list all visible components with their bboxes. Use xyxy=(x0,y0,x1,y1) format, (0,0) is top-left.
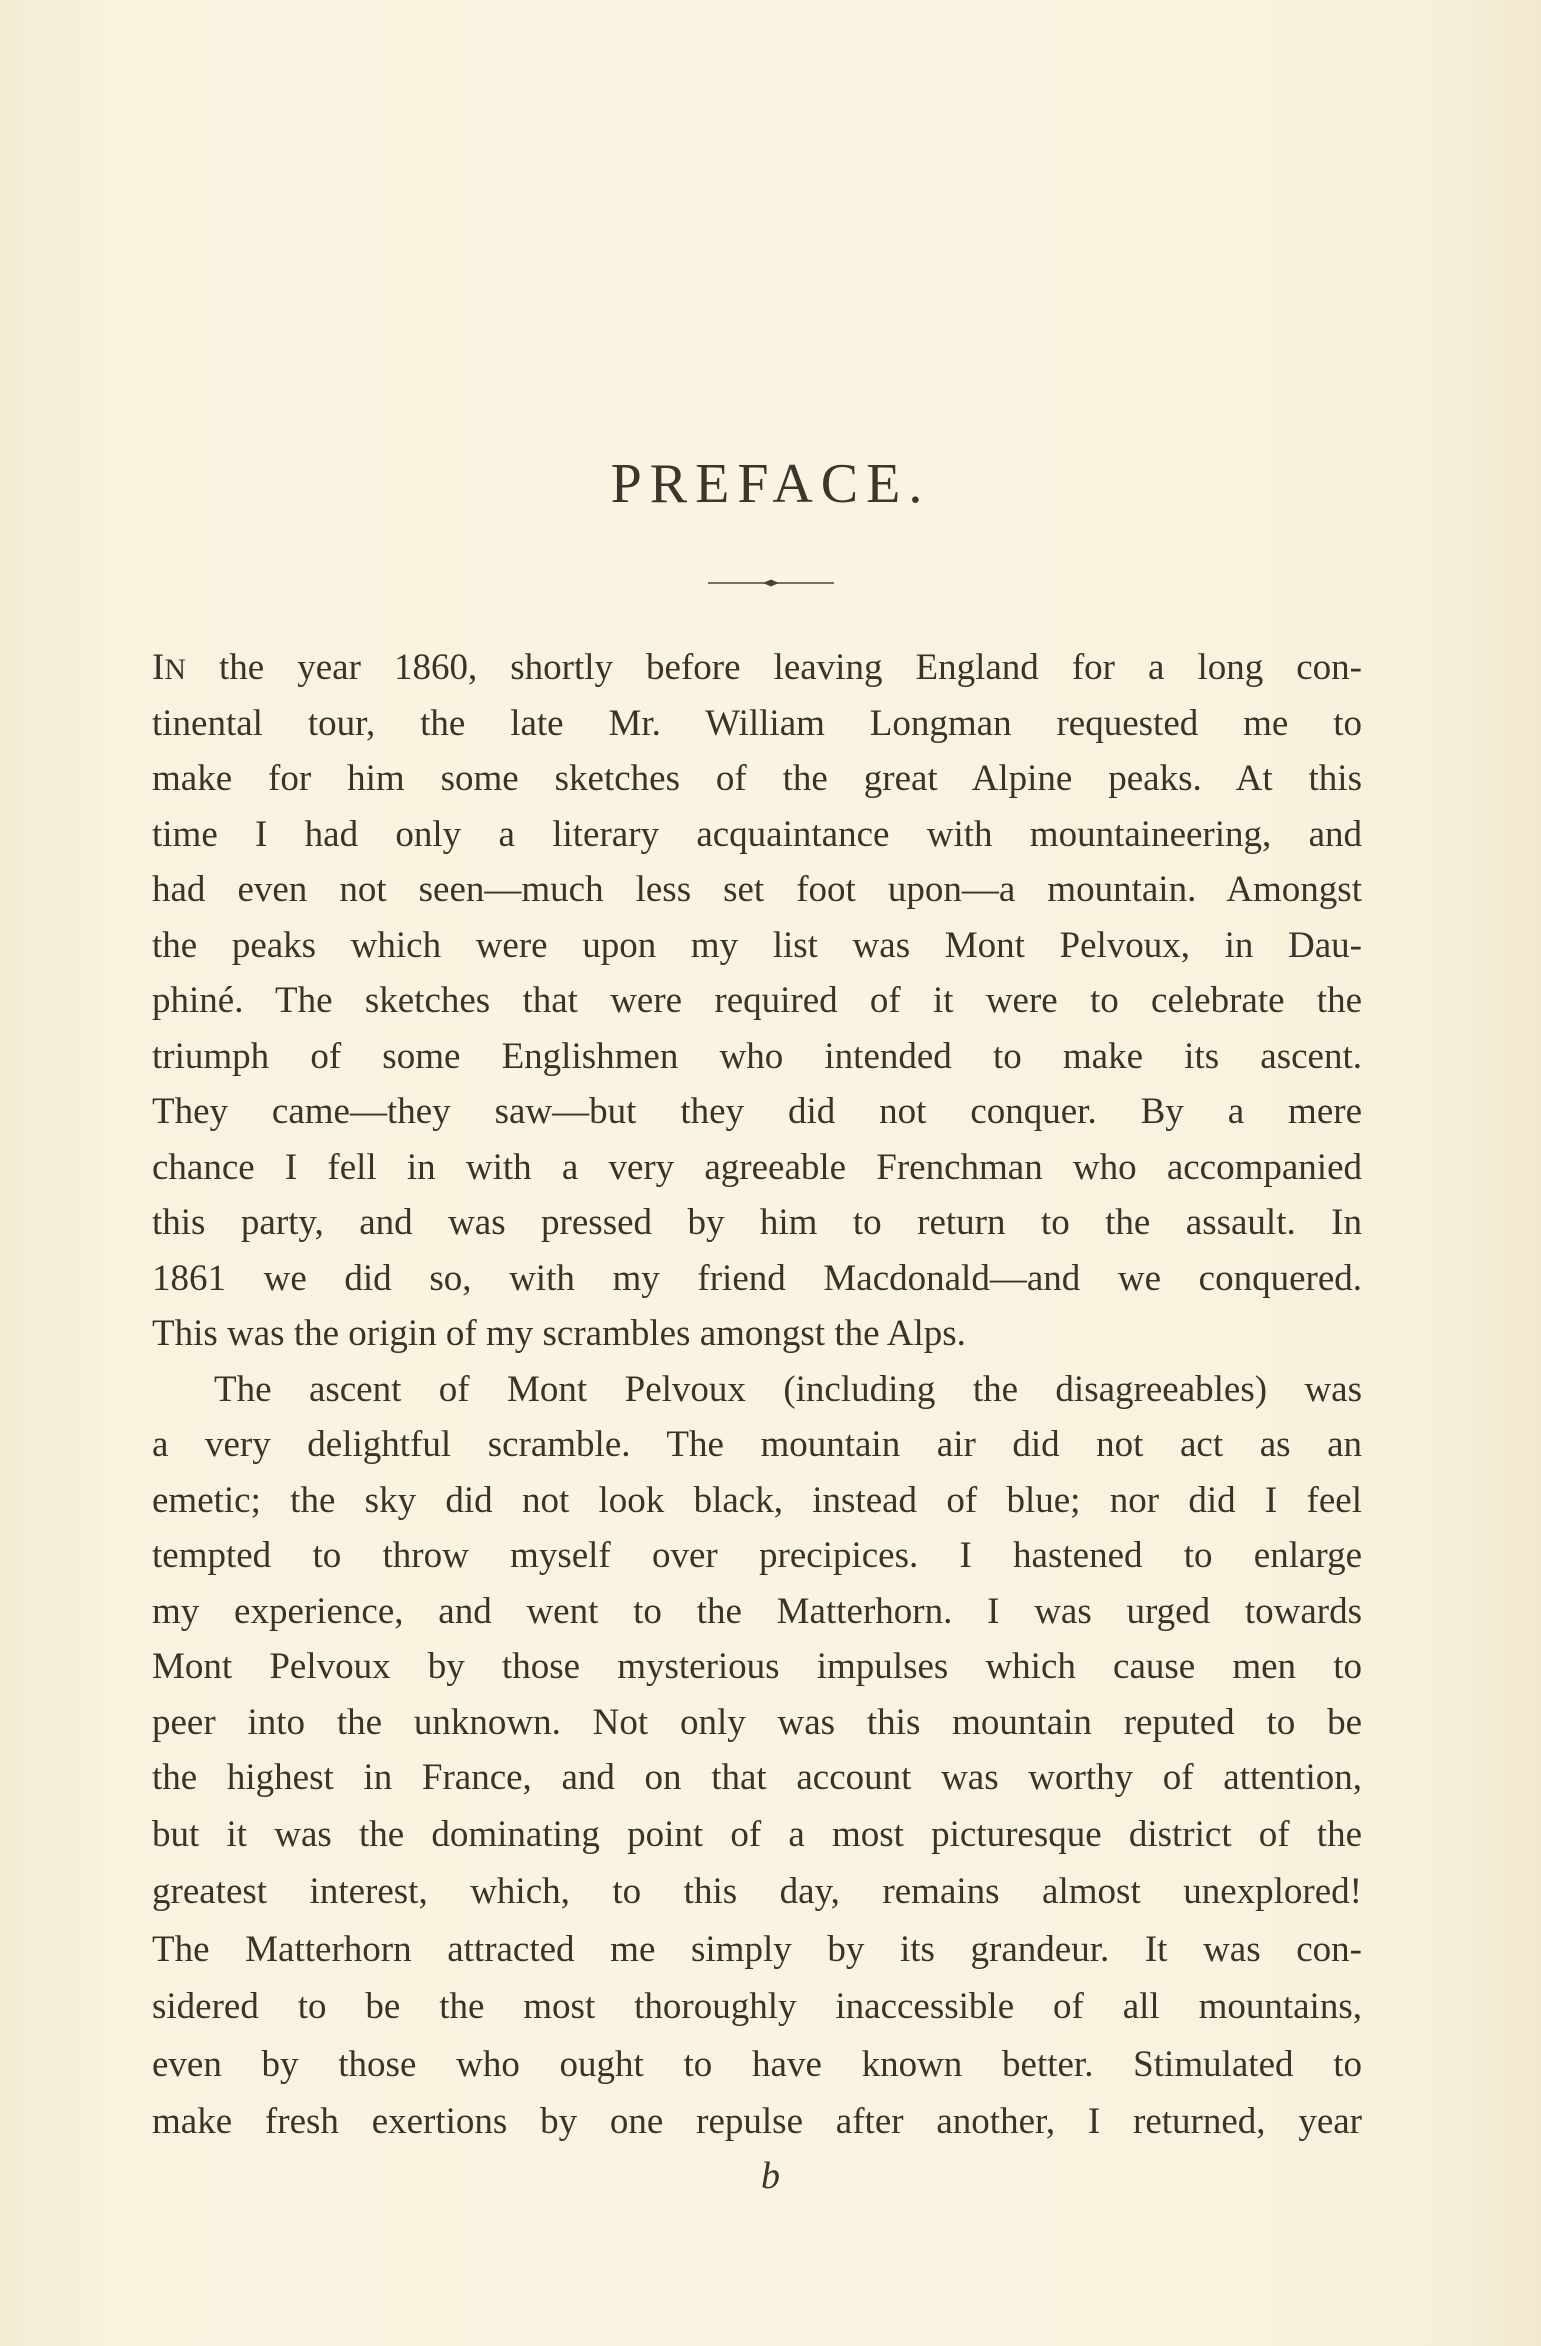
text-line: The Matterhorn attracted me simply by its grandeur. It was con- xyxy=(152,1928,1362,1970)
text-line: but it was the dominating point of a most picturesque district of the xyxy=(152,1813,1362,1855)
page-title: PREFACE. xyxy=(610,453,931,515)
text-line: phiné. The sketches that were required of it were to celebrate the xyxy=(152,980,1362,1021)
preface-body xyxy=(152,640,1362,2151)
title-ornament-rule xyxy=(708,576,834,590)
text-line: greatest interest, which, to this day, remains almost unexplored! xyxy=(152,1871,1362,1912)
text-line: 1861 we did so, with my friend Macdonald—and we conquered. xyxy=(152,1257,1362,1299)
text-line xyxy=(152,640,1362,696)
text-line: chance I fell in with a very agreeable Frenchman who accompanied xyxy=(152,1146,1362,1188)
text-line: This was the origin of my scrambles amongst the Alps. xyxy=(152,1313,966,1354)
text-line: tinental tour, the late Mr. William Longman requested me to xyxy=(152,702,1362,744)
text-line: even by those who ought to have known better. Stimulated to xyxy=(152,2043,1362,2085)
text-line: the highest in France, and on that account was worthy of attention, xyxy=(152,1757,1362,1798)
drop-initial: I xyxy=(152,647,165,688)
text-line: tempted to throw myself over precipices. I hastened to enlarge xyxy=(152,1535,1362,1576)
small-caps: N xyxy=(164,653,186,686)
text-line: make for him some sketches of the great Alpine peaks. At this xyxy=(152,758,1362,799)
text-line: had even not seen—much less set foot upon—a mountain. Amongst xyxy=(152,869,1362,910)
text-line: this party, and was pressed by him to return to the assault. In xyxy=(152,1202,1362,1243)
text-line: the peaks which were upon my list was Mont Pelvoux, in Dau- xyxy=(152,924,1362,966)
text-line: emetic; the sky did not look black, instead of blue; nor did I feel xyxy=(152,1479,1362,1521)
text-line: peer into the unknown. Not only was this mountain reputed to be xyxy=(152,1701,1362,1743)
text-line: Mont Pelvoux by those mysterious impulses which cause men to xyxy=(152,1646,1362,1687)
text-line: The ascent of Mont Pelvoux (including the disagreeables) was xyxy=(214,1368,1362,1410)
text-line: They came—they saw—but they did not conquer. By a mere xyxy=(152,1091,1362,1132)
signature-mark: b xyxy=(761,2155,780,2197)
text-line: sidered to be the most thoroughly inaccessible of all mountains, xyxy=(152,1986,1362,2027)
line-text: the year 1860, shortly before leaving England for a long con- xyxy=(186,647,1362,688)
text-line: my experience, and went to the Matterhorn. I was urged towards xyxy=(152,1590,1362,1632)
text-line: make fresh exertions by one repulse after another, I returned, year xyxy=(152,2101,1362,2142)
text-line: a very delightful scramble. The mountain air did not act as an xyxy=(152,1424,1362,1465)
text-line: time I had only a literary acquaintance with mountaineering, and xyxy=(152,813,1362,855)
text-line: triumph of some Englishmen who intended to make its ascent. xyxy=(152,1035,1362,1077)
